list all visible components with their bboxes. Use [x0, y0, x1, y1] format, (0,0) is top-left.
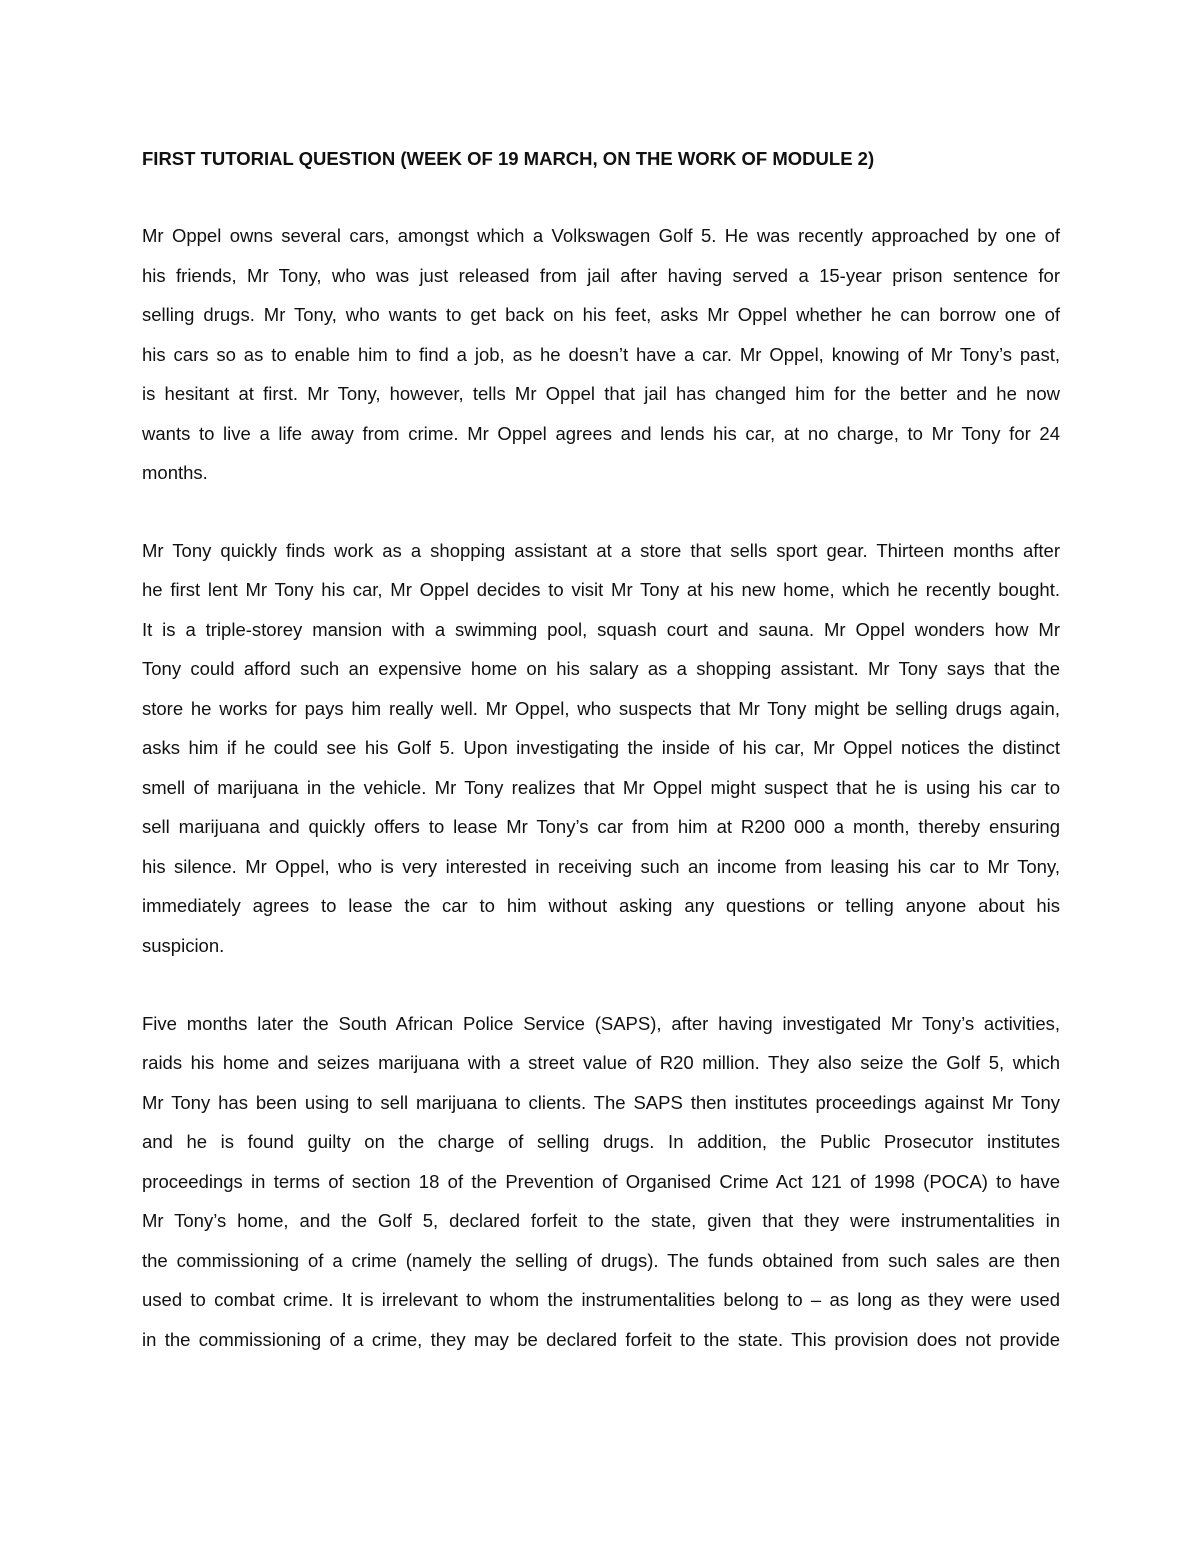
paragraph-3-line: the commissioning of a crime (namely the selling of drugs). The funds obtained from such sales are then: [142, 1250, 1060, 1271]
paragraph-1-line: his cars so as to enable him to find a job, as he doesn’t have a car. Mr Oppel, knowing of Mr Tony’s past,: [142, 344, 1060, 365]
paragraph-2-line: he first lent Mr Tony his car, Mr Oppel decides to visit Mr Tony at his new home, which he recently bought.: [142, 579, 1060, 600]
paragraph-3-line: and he is found guilty on the charge of selling drugs. In addition, the Public Prosecutor institutes: [142, 1131, 1060, 1152]
document-title: FIRST TUTORIAL QUESTION (WEEK OF 19 MARCH, ON THE WORK OF MODULE 2): [142, 148, 875, 169]
paragraph-1-line: selling drugs. Mr Tony, who wants to get back on his feet, asks Mr Oppel whether he can borrow one of: [142, 304, 1060, 325]
paragraph-3-line: raids his home and seizes marijuana with a street value of R20 million. They also seize the Golf 5, which: [142, 1052, 1060, 1073]
paragraph-2-line: store he works for pays him really well. Mr Oppel, who suspects that Mr Tony might be selling drugs again,: [142, 698, 1060, 719]
paragraph-3-line: Mr Tony’s home, and the Golf 5, declared forfeit to the state, given that they were instrumentalities in: [142, 1210, 1060, 1231]
paragraph-3-line: Mr Tony has been using to sell marijuana to clients. The SAPS then institutes proceedings against Mr Tony: [142, 1092, 1060, 1113]
paragraph-2-line: suspicion.: [142, 935, 225, 956]
paragraph-3-line: in the commissioning of a crime, they may be declared forfeit to the state. This provision does not provide: [142, 1329, 1060, 1350]
paragraph-2-line: asks him if he could see his Golf 5. Upon investigating the inside of his car, Mr Oppel notices the distinct: [142, 737, 1060, 758]
paragraph-2-line: his silence. Mr Oppel, who is very interested in receiving such an income from leasing his car to Mr Tony,: [142, 856, 1060, 877]
paragraph-2-line: It is a triple-storey mansion with a swimming pool, squash court and sauna. Mr Oppel wonders how Mr: [142, 619, 1060, 640]
paragraph-3-line: Five months later the South African Police Service (SAPS), after having investigated Mr Tony’s activities,: [142, 1013, 1060, 1034]
paragraph-2-line: Mr Tony quickly finds work as a shopping assistant at a store that sells sport gear. Thirteen months after: [142, 540, 1060, 561]
paragraph-1-line: wants to live a life away from crime. Mr Oppel agrees and lends his car, at no charge, to Mr Tony for 24: [142, 423, 1060, 444]
paragraph-1-line: months.: [142, 462, 208, 483]
paragraph-1-line: is hesitant at first. Mr Tony, however, tells Mr Oppel that jail has changed him for the better and he now: [142, 383, 1060, 404]
paragraph-2-line: sell marijuana and quickly offers to lease Mr Tony’s car from him at R200 000 a month, thereby ensuring: [142, 816, 1060, 837]
paragraph-3-line: used to combat crime. It is irrelevant to whom the instrumentalities belong to – as long as they were used: [142, 1289, 1060, 1310]
paragraph-2-line: Tony could afford such an expensive home on his salary as a shopping assistant. Mr Tony says that the: [142, 658, 1060, 679]
paragraph-2-line: immediately agrees to lease the car to him without asking any questions or telling anyone about his: [142, 895, 1060, 916]
paragraph-3-line: proceedings in terms of section 18 of the Prevention of Organised Crime Act 121 of 1998 (POCA) to have: [142, 1171, 1060, 1192]
paragraph-1-line: his friends, Mr Tony, who was just released from jail after having served a 15-year prison sentence for: [142, 265, 1060, 286]
paragraph-2-line: smell of marijuana in the vehicle. Mr Tony realizes that Mr Oppel might suspect that he is using his car to: [142, 777, 1060, 798]
paragraph-1-line: Mr Oppel owns several cars, amongst which a Volkswagen Golf 5. He was recently approached by one of: [142, 225, 1060, 246]
